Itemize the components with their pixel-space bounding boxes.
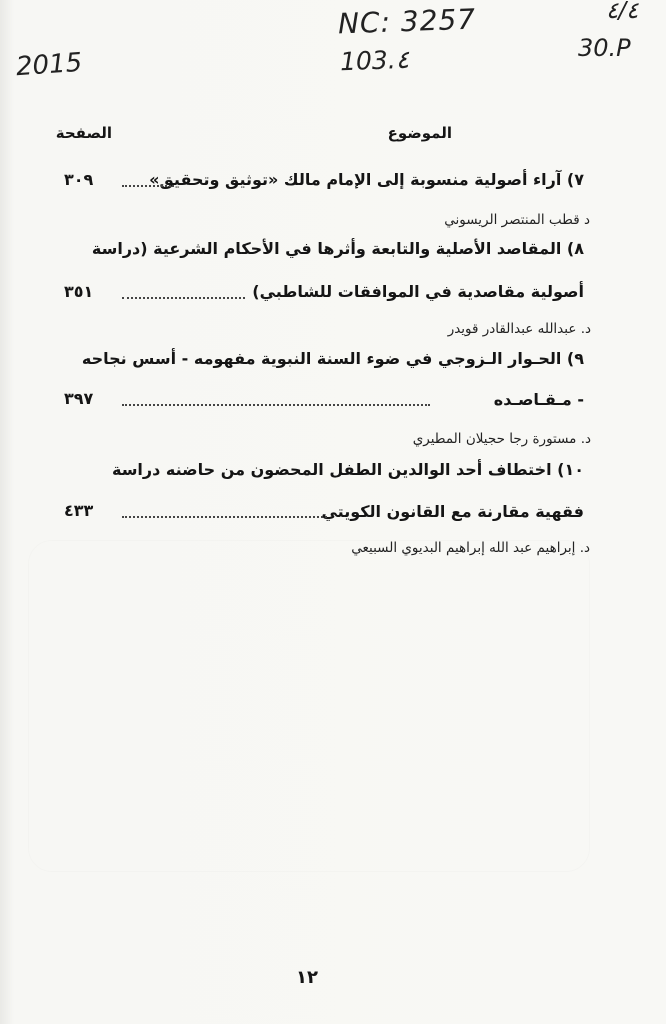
entry-title-line: ٧) آراء أصولية منسوبة إلى الإمام مالك «توثيق وتحقيق» — [149, 170, 584, 189]
entry-title-line: ١٠) اختطاف أحد الوالدين الطفل المحضون من حاضنه دراسة — [111, 460, 584, 479]
dot-leader — [122, 516, 327, 518]
page-number-footer: ١٢ — [296, 967, 318, 988]
catalog-number-note: NC: 3257 — [337, 2, 477, 41]
year-note: 2015 — [15, 47, 84, 83]
show-through-background — [28, 540, 590, 872]
entry-title-line: ٨) المقاصد الأصلية والتابعة وأثرها في الأحكام الشرعية (دراسة — [91, 239, 584, 258]
entry-title-line: ٩) الحـوار الـزوجي في ضوء السنة النبوية مفهومه - أسس نجاحه — [81, 349, 584, 368]
entry-page-number: ٣٥١ — [64, 282, 94, 301]
entry-page-number: ٣٩٧ — [64, 389, 94, 408]
entry-author: د. إبراهيم عبد الله إبراهيم البديوي السبيعي — [351, 540, 590, 556]
volume-note: ٤/٤ — [606, 0, 639, 24]
entry-page-number: ٣٠٩ — [64, 170, 94, 189]
page-marker-note: 30.P — [578, 34, 631, 62]
topic-heading: الموضوع — [387, 124, 452, 142]
entry-title-line: أصولية مقاصدية في الموافقات للشاطبي) — [252, 282, 584, 301]
entry-page-number: ٤٣٣ — [64, 501, 94, 520]
entry-author: د قطب المنتصر الريسوني — [444, 212, 590, 228]
dot-leader — [122, 297, 245, 299]
entry-title-line: - مـقـاصـده — [493, 390, 584, 409]
dot-leader — [122, 185, 174, 187]
entry-title-line: فقهية مقارنة مع القانون الكويتي — [321, 502, 584, 521]
entry-author: د. مستورة رجا حجيلان المطيري — [412, 431, 591, 447]
page-heading: الصفحة — [55, 124, 112, 142]
dot-leader — [122, 404, 430, 406]
entry-author: د. عبدالله عبدالقادر قويدر — [447, 321, 591, 337]
shelf-mark-note: 103.٤ — [339, 44, 410, 77]
